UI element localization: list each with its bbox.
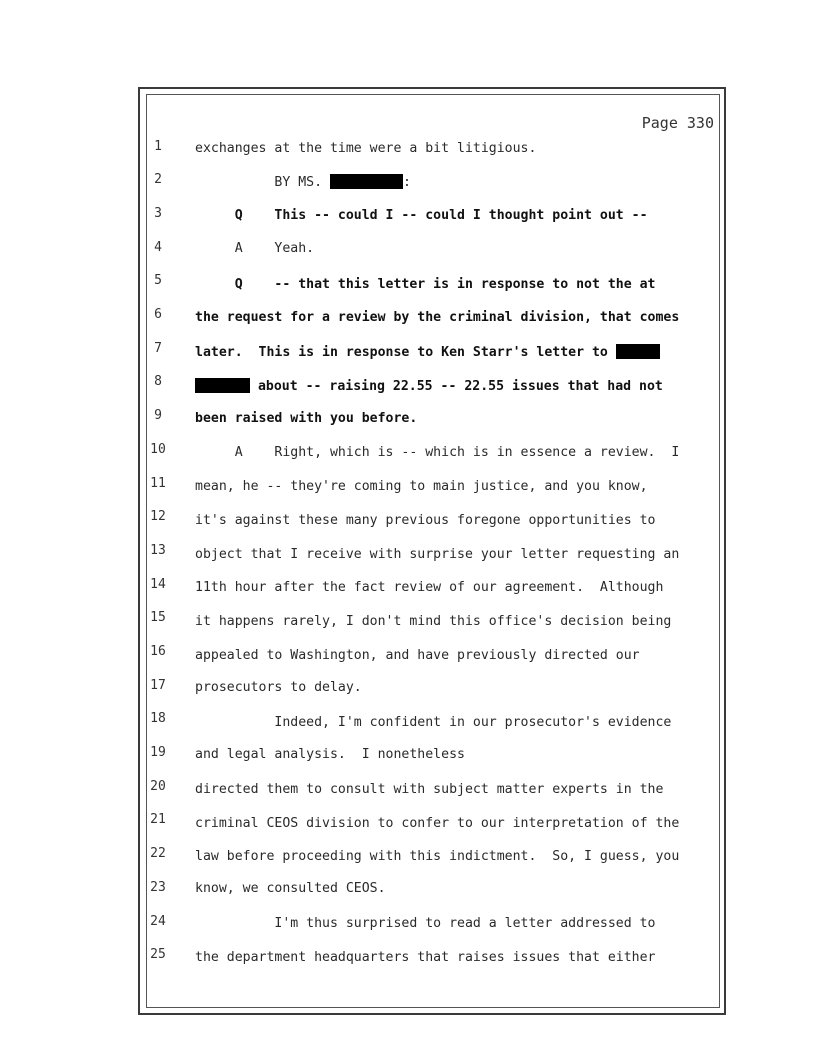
line-text: Indeed, I'm confident in our prosecutor's evidence <box>195 715 672 730</box>
line-number: 21 <box>150 812 166 827</box>
transcript-line <box>195 344 720 360</box>
line-text: A Yeah. <box>195 241 315 256</box>
line-number: 4 <box>154 240 162 255</box>
line-number: 12 <box>150 509 166 524</box>
line-text: the department headquarters that raises issues that either <box>195 950 656 965</box>
line-number: 25 <box>150 947 166 962</box>
line-text: directed them to consult with subject matter experts in the <box>195 782 664 797</box>
redaction-block <box>330 174 403 189</box>
transcript-line <box>195 547 720 562</box>
transcript-line <box>195 881 720 896</box>
transcript-line <box>195 680 720 695</box>
line-text: been raised with you before. <box>195 411 418 426</box>
redaction-block <box>195 378 250 393</box>
transcript-line <box>195 241 720 256</box>
transcript-line <box>195 747 720 762</box>
line-text: know, we consulted CEOS. <box>195 881 386 896</box>
line-number: 19 <box>150 745 166 760</box>
redaction-block <box>616 344 660 359</box>
line-number: 11 <box>150 476 166 491</box>
transcript-line <box>195 715 720 730</box>
transcript-line <box>195 950 720 965</box>
line-text: BY MS. <box>195 175 330 190</box>
line-text: exchanges at the time were a bit litigious. <box>195 141 537 156</box>
transcript-line <box>195 411 720 426</box>
transcript-line <box>195 816 720 831</box>
transcript-line <box>195 849 720 864</box>
transcript-line <box>195 174 720 190</box>
line-text: Q This -- could I -- could I thought point out -- <box>195 208 648 223</box>
transcript-line <box>195 580 720 595</box>
line-text: law before proceeding with this indictment. So, I guess, you <box>195 849 680 864</box>
line-number: 14 <box>150 577 166 592</box>
line-number: 3 <box>154 206 162 221</box>
transcript-line <box>195 445 720 460</box>
line-text: : <box>402 175 411 190</box>
line-text: later. This is in response to Ken Starr's letter to <box>195 345 616 360</box>
transcript-line <box>195 614 720 629</box>
transcript-line <box>195 648 720 663</box>
line-text: it's against these many previous foregone opportunities to <box>195 513 656 528</box>
line-text: mean, he -- they're coming to main justice, and you know, <box>195 479 648 494</box>
line-text: Q -- that this letter is in response to not the at <box>195 277 656 292</box>
line-number: 23 <box>150 880 166 895</box>
transcript-line <box>195 208 720 223</box>
line-number: 9 <box>154 408 162 423</box>
line-text: criminal CEOS division to confer to our interpretation of the <box>195 816 680 831</box>
transcript-line <box>195 378 720 394</box>
line-text: A Right, which is -- which is in essence a review. I <box>195 445 680 460</box>
transcript-line <box>195 513 720 528</box>
transcript-line <box>195 916 720 931</box>
line-text: I'm thus surprised to read a letter addressed to <box>195 916 656 931</box>
line-text: object that I receive with surprise your letter requesting an <box>195 547 680 562</box>
line-number: 5 <box>154 273 162 288</box>
line-text: prosecutors to delay. <box>195 680 362 695</box>
transcript-line <box>195 782 720 797</box>
transcript-line <box>195 141 720 156</box>
line-number: 2 <box>154 172 162 187</box>
line-number: 20 <box>150 779 166 794</box>
transcript-line <box>195 277 720 292</box>
line-number: 7 <box>154 341 162 356</box>
line-number: 8 <box>154 374 162 389</box>
line-text: the request for a review by the criminal division, that comes <box>195 310 680 325</box>
line-number: 17 <box>150 678 166 693</box>
line-text: and legal analysis. I nonetheless <box>195 747 465 762</box>
line-number: 1 <box>154 139 162 154</box>
transcript-line <box>195 310 720 325</box>
line-number: 22 <box>150 846 166 861</box>
line-number: 18 <box>150 711 166 726</box>
line-number: 24 <box>150 914 166 929</box>
page-number: Page 330 <box>641 114 714 132</box>
line-text: 11th hour after the fact review of our agreement. Although <box>195 580 664 595</box>
line-text: it happens rarely, I don't mind this office's decision being <box>195 614 672 629</box>
line-text: appealed to Washington, and have previously directed our <box>195 648 640 663</box>
transcript-line <box>195 479 720 494</box>
line-number: 10 <box>150 442 166 457</box>
line-number: 16 <box>150 644 166 659</box>
line-number: 6 <box>154 307 162 322</box>
line-number: 13 <box>150 543 166 558</box>
line-text: about -- raising 22.55 -- 22.55 issues that had not <box>250 379 663 394</box>
line-number: 15 <box>150 610 166 625</box>
